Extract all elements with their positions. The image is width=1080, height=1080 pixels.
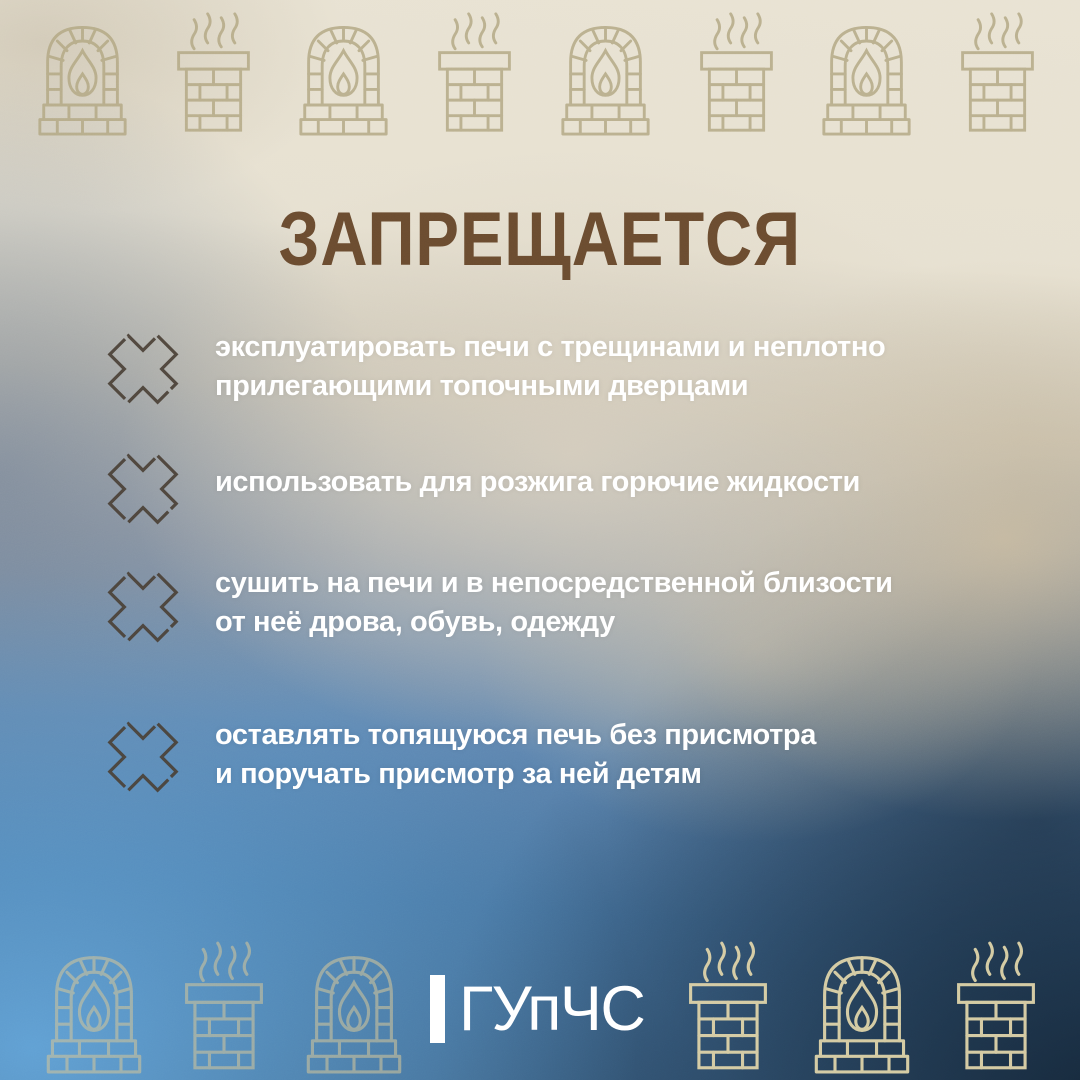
chimney-icon <box>949 10 1046 136</box>
prohibition-text <box>215 328 885 406</box>
prohibited-cross-icon <box>96 560 190 654</box>
chimney-icon <box>172 939 276 1074</box>
prohibited-cross-icon <box>96 710 190 804</box>
stove-icon <box>810 939 914 1074</box>
prohibition-line: прилегающими топочными дверцами <box>215 370 749 402</box>
prohibition-line: оставлять топящуюся печь без присмотра <box>215 719 816 751</box>
stove-icon <box>295 10 392 136</box>
prohibition-line: и поручать присмотр за ней детям <box>215 758 702 790</box>
chimney-icon <box>426 10 523 136</box>
logo-text: ГУпЧС <box>459 973 645 1044</box>
prohibition-line: сушить на печи и в непосредственной близости <box>215 567 893 599</box>
stove-icon <box>818 10 915 136</box>
chimney-icon <box>676 939 780 1074</box>
stove-icon <box>302 939 406 1074</box>
prohibited-cross-icon <box>96 322 190 416</box>
gupchs-logo <box>430 974 644 1044</box>
chimney-icon <box>688 10 785 136</box>
prohibition-text <box>215 564 893 642</box>
chimney-icon <box>944 939 1048 1074</box>
prohibition-line: от неё дрова, обувь, одежду <box>215 606 615 638</box>
stove-icon <box>34 10 131 136</box>
chimney-icon <box>165 10 262 136</box>
prohibited-cross-icon <box>96 442 190 536</box>
prohibition-text <box>215 463 860 502</box>
page-title: ЗАПРЕЩАЕТСЯ <box>278 197 802 282</box>
stove-icon <box>557 10 654 136</box>
prohibition-line: эксплуатировать печи с трещинами и неплотно <box>215 331 886 363</box>
stove-icon <box>42 939 146 1074</box>
bottom-left-icon-border <box>42 939 406 1074</box>
top-icon-border <box>0 10 1080 136</box>
bottom-right-icon-border <box>676 939 1048 1074</box>
logo-bar <box>430 975 445 1043</box>
prohibition-line: использовать для розжига горючие жидкости <box>215 466 860 498</box>
prohibition-text <box>215 716 816 794</box>
title-wrap <box>0 196 1080 283</box>
